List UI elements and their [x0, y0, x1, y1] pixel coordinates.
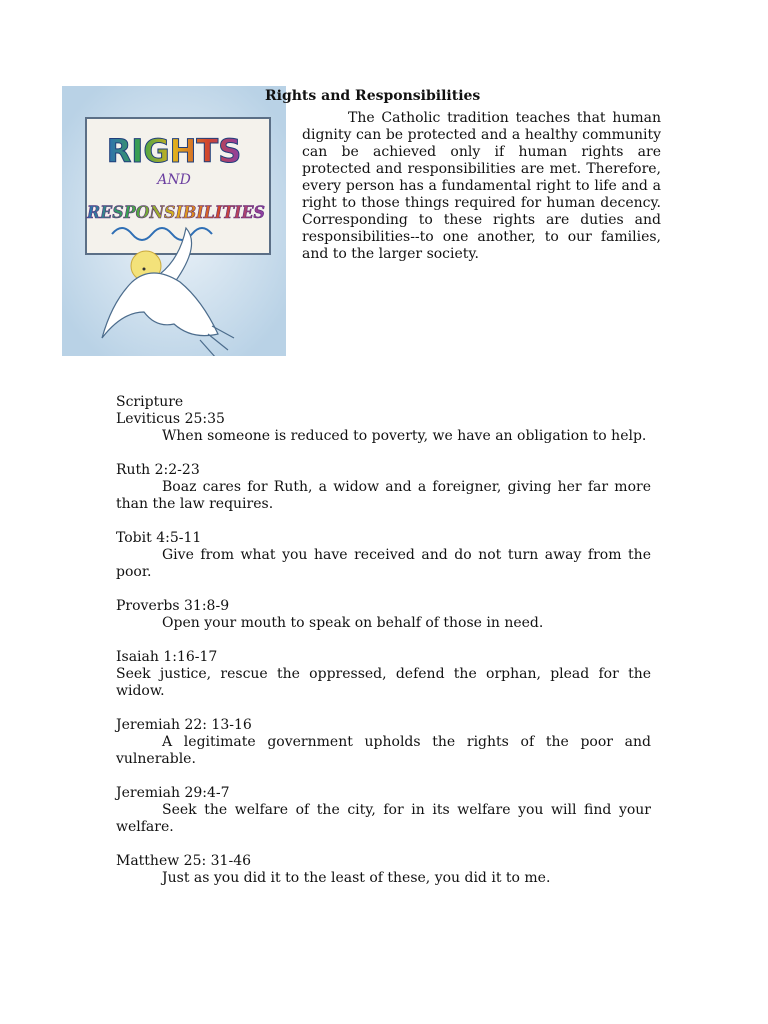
intro-text: The Catholic tradition teaches that human dignity can be protected and a healthy community can be achieved only if human rights are protected and responsibilities are met. Therefore, every person has a fundamental right to life and a right to those things required for human decency. Corresponding to these rights are duties and responsibilities--to one another, to our families, and to the larger society. — [302, 110, 661, 262]
rights-responsibilities-illustration — [62, 86, 286, 356]
word-responsibilities: RESPONSIBILITIES — [86, 203, 265, 223]
word-and: AND — [157, 172, 191, 188]
scripture-summary: Seek the welfare of the city, for in its welfare you will find your welfare. — [116, 802, 651, 835]
scripture-summary: When someone is reduced to poverty, we have an obligation to help. — [162, 428, 647, 444]
scripture-summary: Seek justice, rescue the oppressed, defend the orphan, plead for the widow. — [116, 666, 651, 699]
scripture-entry — [116, 462, 651, 513]
scripture-summary: Boaz cares for Ruth, a widow and a foreigner, giving her far more than the law requires. — [116, 479, 651, 512]
intro-paragraph — [302, 110, 661, 263]
scripture-summary: Open your mouth to speak on behalf of those in need. — [162, 615, 544, 631]
scripture-section — [116, 394, 651, 904]
scripture-summary: A legitimate government upholds the rights of the poor and vulnerable. — [116, 734, 651, 767]
scripture-reference: Jeremiah 29:4-7 — [116, 785, 230, 801]
scripture-summary: Just as you did it to the least of these, you did it to me. — [162, 870, 551, 886]
scripture-reference: Matthew 25: 31-46 — [116, 853, 252, 869]
scripture-reference: Isaiah 1:16-17 — [116, 649, 218, 665]
scripture-reference: Tobit 4:5-11 — [116, 530, 202, 546]
scripture-entry — [116, 649, 651, 700]
scripture-entry — [116, 598, 651, 632]
page-title: Rights and Responsibilities — [265, 88, 481, 104]
scripture-entry — [116, 411, 651, 445]
dove-eye — [143, 268, 146, 271]
scripture-reference: Proverbs 31:8-9 — [116, 598, 230, 614]
scripture-reference: Leviticus 25:35 — [116, 411, 225, 427]
scripture-summary: Give from what you have received and do not turn away from the poor. — [116, 547, 651, 580]
scripture-entry — [116, 717, 651, 768]
scripture-reference: Jeremiah 22: 13-16 — [116, 717, 252, 733]
scripture-entry — [116, 853, 651, 887]
word-rights: RIGHTS — [106, 132, 242, 170]
scripture-heading: Scripture — [116, 394, 184, 410]
scripture-reference: Ruth 2:2-23 — [116, 462, 200, 478]
scripture-entry — [116, 530, 651, 581]
scripture-entry — [116, 785, 651, 836]
